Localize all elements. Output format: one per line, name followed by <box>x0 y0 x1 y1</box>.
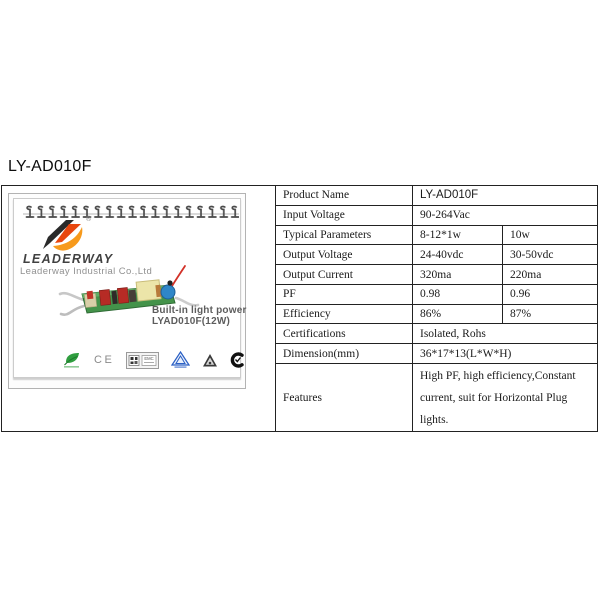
table-row-pf <box>276 285 597 305</box>
page-title: LY-AD010F <box>8 158 92 175</box>
row-value: 90-264Vac <box>420 209 470 222</box>
table-row-output-current <box>276 265 597 285</box>
blue-triangle-cert-icon <box>171 351 190 369</box>
table-row-typical-parameters <box>276 226 597 246</box>
table-row-efficiency <box>276 305 597 325</box>
features-line-1: High PF, high efficiency,Constant <box>420 370 576 383</box>
emc-badge-icon <box>126 352 159 369</box>
spec-rows <box>276 186 597 431</box>
features-line-2: current, suit for Horizontal Plug lights. <box>420 392 568 427</box>
table-row-input-voltage <box>276 206 597 226</box>
row-value-2: 220ma <box>510 268 542 281</box>
photo-frame <box>8 193 246 389</box>
spec-table <box>1 185 598 432</box>
row-value-1: 86% <box>413 305 503 324</box>
row-label: Output Current <box>276 265 413 284</box>
registered-mark: ® <box>86 216 92 223</box>
row-value-2: 10w <box>510 228 530 241</box>
row-value-1: 320ma <box>413 265 503 284</box>
row-value-1: 0.98 <box>413 285 503 304</box>
row-label: PF <box>276 285 413 304</box>
table-row-product-name <box>276 186 597 206</box>
leaderway-logo-icon <box>41 218 87 254</box>
certification-row <box>62 351 245 369</box>
row-value-2: 0.96 <box>510 288 531 301</box>
row-label: Certifications <box>276 324 413 343</box>
row-label: Dimension(mm) <box>276 344 413 363</box>
row-label: Features <box>276 364 413 431</box>
row-label: Typical Parameters <box>276 226 413 245</box>
row-value: 36*17*13(L*W*H) <box>420 347 512 360</box>
dark-triangle-cert-icon <box>202 353 218 368</box>
row-value-2: 30-50vdc <box>510 248 554 261</box>
brand-name: LEADERWAY <box>23 252 114 266</box>
table-row-features <box>276 364 597 431</box>
table-row-dimension <box>276 344 597 364</box>
row-value <box>413 364 597 431</box>
row-label: Efficiency <box>276 305 413 324</box>
product-image-cell <box>2 186 276 431</box>
row-value: Isolated, Rohs <box>420 327 486 340</box>
row-value-1: 24-40vdc <box>413 245 503 264</box>
company-name: Leaderway Industrial Co.,Ltd <box>20 266 153 277</box>
product-photo <box>13 198 247 378</box>
table-row-certifications <box>276 324 597 344</box>
ce-mark: CE <box>94 354 115 366</box>
table-row-output-voltage <box>276 245 597 265</box>
row-value-1: 8-12*1w <box>413 226 503 245</box>
green-leaf-cert-icon <box>62 351 81 369</box>
caption-line-2: LYAD010F(12W) <box>152 315 231 327</box>
c-tick-mark-icon <box>230 352 245 368</box>
row-value: LY-AD010F <box>420 189 479 202</box>
row-label: Product Name <box>276 186 413 205</box>
product-caption <box>152 306 247 327</box>
row-label: Input Voltage <box>276 206 413 225</box>
row-value-2: 87% <box>510 308 532 321</box>
row-label: Output Voltage <box>276 245 413 264</box>
caption-line-1: Built-in light power <box>152 305 247 316</box>
svg-text:EMC: EMC <box>144 355 154 361</box>
